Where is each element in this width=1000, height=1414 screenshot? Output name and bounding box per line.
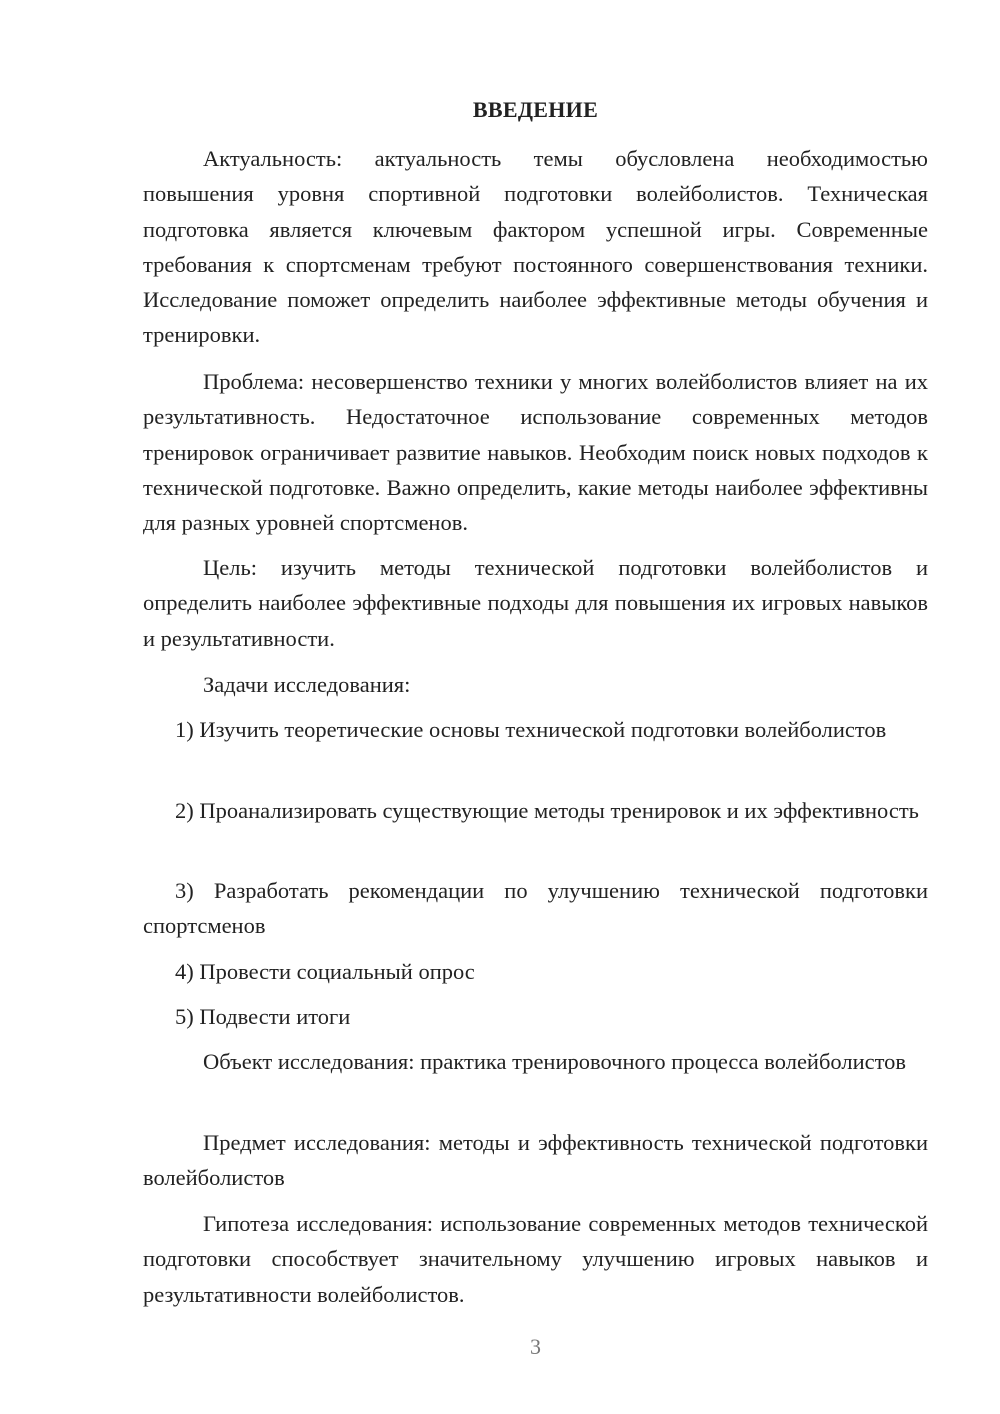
section-title: ВВЕДЕНИЕ xyxy=(472,97,599,122)
page-number: 3 xyxy=(530,1334,541,1359)
paragraph-tasks-heading: Задачи исследования: xyxy=(203,672,411,697)
paragraph-problem: Проблема: несовершенство техники у многих волейболистов влияет на их результативность. Недостаточное использование современных методов тренировок ограничивает развитие навыков. Необходим поиск новых подходов к технической подготовке. Важно определить, какие методы наиболее эффективны для разных уровней спортсменов. xyxy=(143,369,928,536)
task-item-5: 5) Подвести итоги xyxy=(175,1004,351,1029)
paragraph-hypothesis: Гипотеза исследования: использование современных методов технической подготовки способствует значительному улучшению игровых навыков и результативности волейболистов. xyxy=(143,1211,928,1307)
paragraph-object: Объект исследования: практика тренировочного процесса волейболистов xyxy=(203,1049,907,1074)
paragraph-subject: Предмет исследования: методы и эффективность технической подготовки волейболистов xyxy=(143,1130,928,1191)
task-item-4: 4) Провести социальный опрос xyxy=(175,959,475,984)
task-item-2: 2) Проанализировать существующие методы тренировок и их эффективность xyxy=(175,798,919,823)
task-item-1: 1) Изучить теоретические основы технической подготовки волейболистов xyxy=(175,717,887,742)
paragraph-goal: Цель: изучить методы технической подготовки волейболистов и определить наиболее эффективные подходы для повышения их игровых навыков и результативности. xyxy=(143,555,928,651)
paragraph-relevance: Актуальность: актуальность темы обусловлена необходимостью повышения уровня спортивной подготовки волейболистов. Техническая подготовка является ключевым фактором успешной игры. Современные требования к спортсменам требуют постоянного совершенствования техники. Исследование поможет определить наиболее эффективные методы обучения и тренировки. xyxy=(143,146,928,348)
task-item-3: 3) Разработать рекомендации по улучшению технической подготовки спортсменов xyxy=(143,878,928,939)
